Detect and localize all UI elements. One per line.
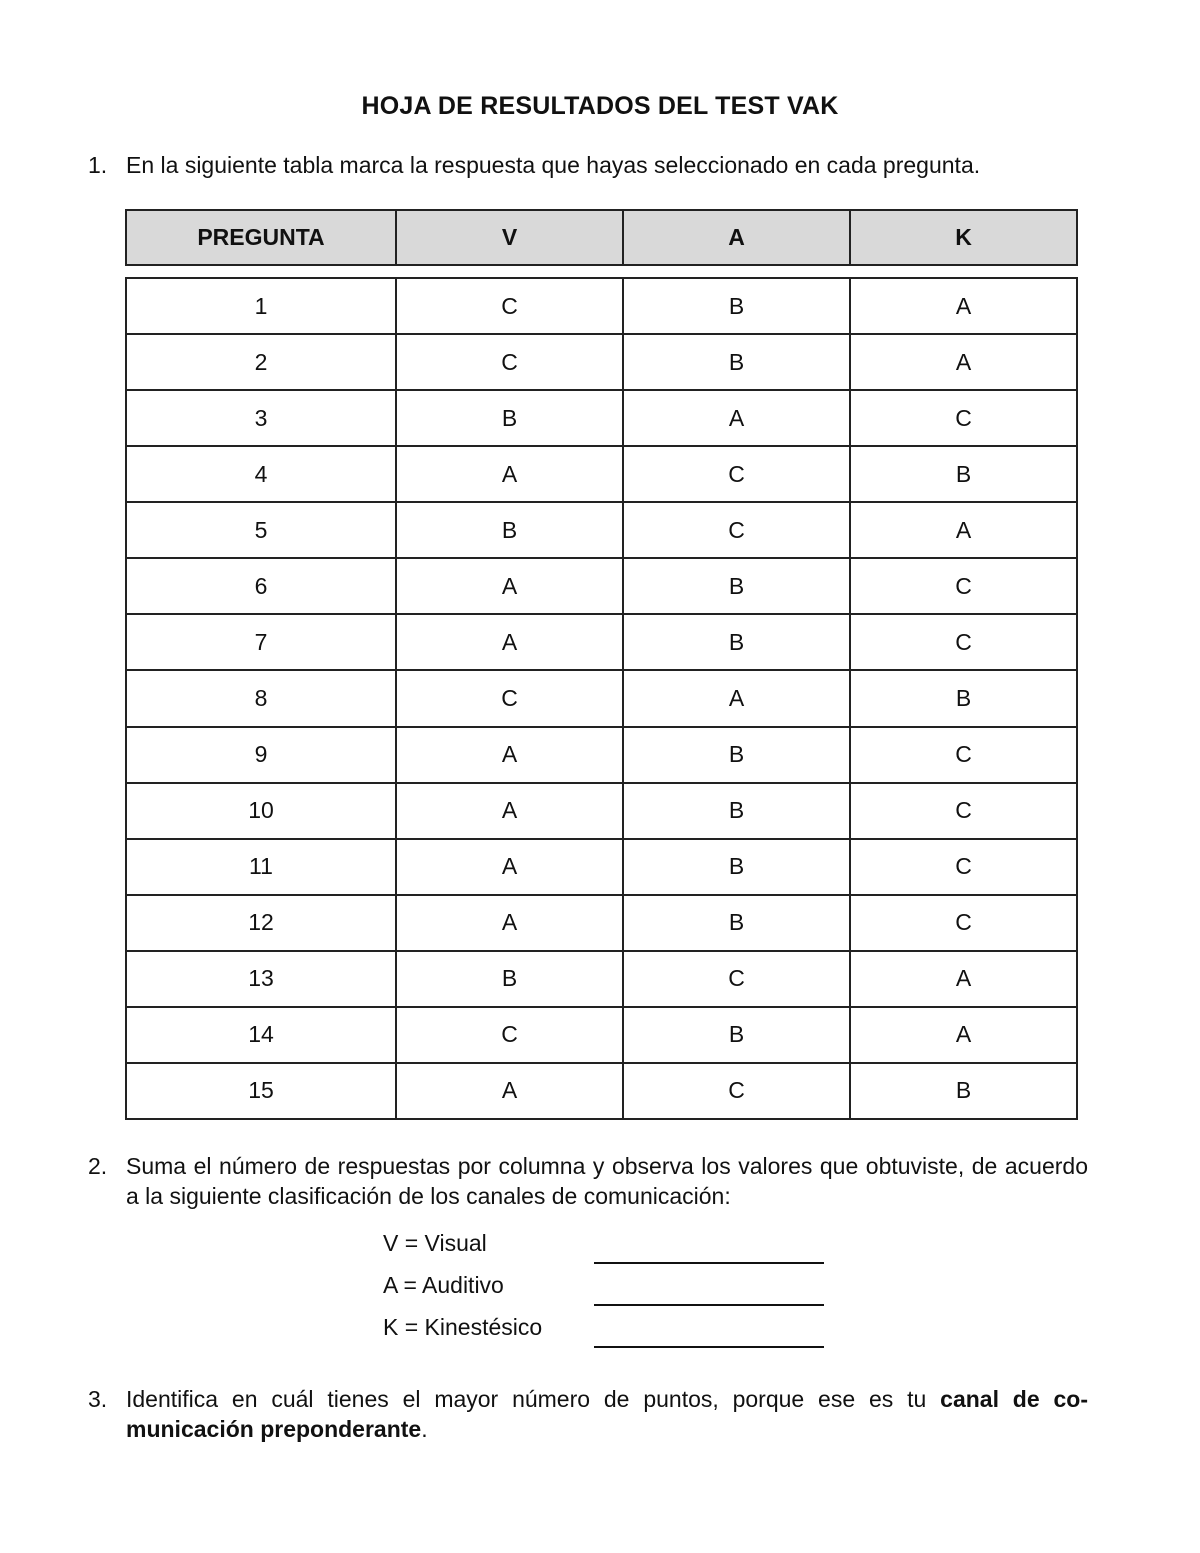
cell-v[interactable]: A (396, 1063, 623, 1119)
table-row (126, 895, 1077, 951)
score-visual-label: V = Visual (383, 1230, 487, 1256)
step-1-number: 1. (88, 152, 108, 178)
cell-v[interactable]: A (396, 727, 623, 783)
cell-k[interactable]: A (850, 951, 1077, 1007)
step-2-number: 2. (88, 1153, 108, 1179)
cell-pregunta: 11 (126, 839, 396, 895)
table-row (126, 278, 1077, 334)
answer-table (125, 277, 1078, 1120)
score-kinestesico-blank[interactable] (594, 1346, 824, 1348)
table-row (126, 502, 1077, 558)
cell-pregunta: 7 (126, 614, 396, 670)
cell-a[interactable]: B (623, 334, 850, 390)
cell-pregunta: 2 (126, 334, 396, 390)
cell-v[interactable]: A (396, 783, 623, 839)
cell-v[interactable]: A (396, 558, 623, 614)
table-row (126, 1063, 1077, 1119)
step-2 (88, 1151, 1088, 1215)
cell-a[interactable]: B (623, 558, 850, 614)
cell-k[interactable]: A (850, 334, 1077, 390)
cell-k[interactable]: A (850, 502, 1077, 558)
table-row (126, 727, 1077, 783)
answer-table-header (125, 209, 1078, 266)
score-kinestesico-label: K = Kinestésico (383, 1314, 543, 1340)
cell-v[interactable]: A (396, 895, 623, 951)
cell-pregunta: 10 (126, 783, 396, 839)
score-auditivo-label: A = Auditivo (383, 1272, 504, 1298)
cell-pregunta: 13 (126, 951, 396, 1007)
cell-a[interactable]: B (623, 727, 850, 783)
step-3-number: 3. (88, 1386, 108, 1412)
header-row (126, 210, 1077, 265)
cell-k[interactable]: B (850, 1063, 1077, 1119)
step-3-text-plain: Identifica en cuál tienes el mayor número de puntos, porque ese es tu (126, 1386, 941, 1412)
cell-pregunta: 3 (126, 390, 396, 446)
cell-a[interactable]: C (623, 446, 850, 502)
cell-a[interactable]: A (623, 670, 850, 726)
cell-v[interactable]: A (396, 446, 623, 502)
cell-a[interactable]: B (623, 783, 850, 839)
cell-v[interactable]: C (396, 278, 623, 334)
cell-pregunta: 4 (126, 446, 396, 502)
header-v: V (396, 210, 623, 265)
page-title: HOJA DE RESULTADOS DEL TEST VAK (361, 92, 839, 120)
cell-k[interactable]: B (850, 446, 1077, 502)
cell-v[interactable]: B (396, 951, 623, 1007)
cell-k[interactable]: C (850, 895, 1077, 951)
table-row (126, 1007, 1077, 1063)
cell-v[interactable]: B (396, 390, 623, 446)
cell-pregunta: 15 (126, 1063, 396, 1119)
cell-v[interactable]: C (396, 670, 623, 726)
table-row (126, 614, 1077, 670)
cell-a[interactable]: B (623, 1007, 850, 1063)
cell-a[interactable]: C (623, 502, 850, 558)
cell-v[interactable]: B (396, 502, 623, 558)
cell-a[interactable]: B (623, 839, 850, 895)
cell-k[interactable]: B (850, 670, 1077, 726)
cell-a[interactable]: B (623, 278, 850, 334)
cell-a[interactable]: B (623, 895, 850, 951)
step-3-text (126, 1384, 1088, 1444)
header-a: A (623, 210, 850, 265)
step-3-text-end: . (421, 1416, 428, 1442)
table-row (126, 390, 1077, 446)
table-row (126, 446, 1077, 502)
cell-v[interactable]: A (396, 839, 623, 895)
table-row (126, 783, 1077, 839)
cell-k[interactable]: C (850, 839, 1077, 895)
step-3 (88, 1384, 1088, 1448)
cell-pregunta: 5 (126, 502, 396, 558)
cell-v[interactable]: C (396, 1007, 623, 1063)
cell-k[interactable]: A (850, 1007, 1077, 1063)
score-auditivo-blank[interactable] (594, 1304, 824, 1306)
cell-v[interactable]: A (396, 614, 623, 670)
cell-a[interactable]: A (623, 390, 850, 446)
score-visual-blank[interactable] (594, 1262, 824, 1264)
step-2-text: Suma el número de respuestas por columna y observa los valores que obtuviste, de acuerdo a la siguiente clasificación de los canales de comunicación: (126, 1153, 1088, 1209)
cell-pregunta: 12 (126, 895, 396, 951)
cell-k[interactable]: C (850, 727, 1077, 783)
cell-a[interactable]: B (623, 614, 850, 670)
header-pregunta: PREGUNTA (126, 210, 396, 265)
table-row (126, 951, 1077, 1007)
cell-v[interactable]: C (396, 334, 623, 390)
cell-k[interactable]: C (850, 390, 1077, 446)
cell-pregunta: 1 (126, 278, 396, 334)
answer-table-body (126, 278, 1077, 1119)
cell-pregunta: 9 (126, 727, 396, 783)
cell-k[interactable]: A (850, 278, 1077, 334)
cell-pregunta: 14 (126, 1007, 396, 1063)
cell-pregunta: 6 (126, 558, 396, 614)
header-k: K (850, 210, 1077, 265)
table-row (126, 558, 1077, 614)
cell-pregunta: 8 (126, 670, 396, 726)
step-1-text: En la siguiente tabla marca la respuesta que hayas seleccionado en cada pregunta. (126, 152, 981, 178)
cell-k[interactable]: C (850, 558, 1077, 614)
table-row (126, 334, 1077, 390)
cell-a[interactable]: C (623, 951, 850, 1007)
table-row (126, 670, 1077, 726)
table-row (126, 839, 1077, 895)
cell-k[interactable]: C (850, 783, 1077, 839)
cell-a[interactable]: C (623, 1063, 850, 1119)
cell-k[interactable]: C (850, 614, 1077, 670)
step-3-text-bold: canal de co- municación preponderante (126, 1386, 1088, 1442)
